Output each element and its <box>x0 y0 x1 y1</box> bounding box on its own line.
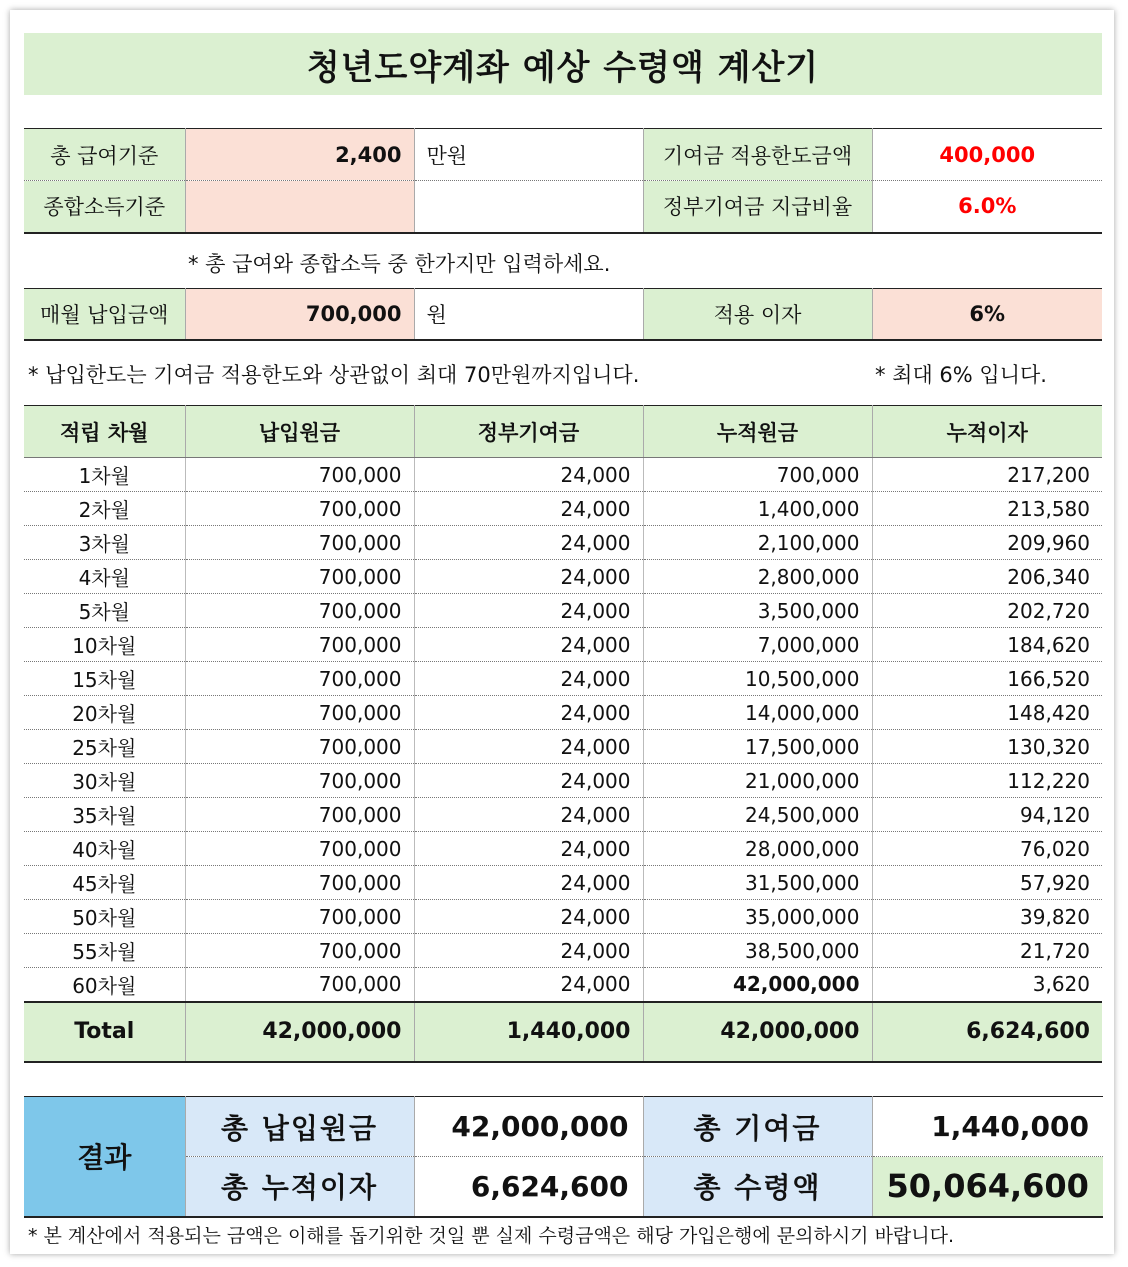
row-contribution: 24,000 <box>414 662 643 696</box>
salary-label: 총 급여기준 <box>24 129 185 181</box>
row-month: 10차월 <box>24 628 185 662</box>
row-payment: 700,000 <box>185 730 414 764</box>
row-contribution: 24,000 <box>414 832 643 866</box>
row-cumulative-principal: 10,500,000 <box>643 662 872 696</box>
row-cumulative-principal: 24,500,000 <box>643 798 872 832</box>
row-contribution: 24,000 <box>414 968 643 1002</box>
row-cumulative-principal: 38,500,000 <box>643 934 872 968</box>
row-contribution: 24,000 <box>414 900 643 934</box>
row-cumulative-principal: 2,800,000 <box>643 560 872 594</box>
row-cumulative-principal: 31,500,000 <box>643 866 872 900</box>
result-label: 결과 <box>24 1097 185 1217</box>
interest-note: * 최대 6% 입니다. <box>875 363 1047 387</box>
table-row <box>24 628 1102 662</box>
row-cumulative-interest: 213,580 <box>872 492 1102 526</box>
row-month: 55차월 <box>24 934 185 968</box>
row-cumulative-interest: 3,620 <box>872 968 1102 1002</box>
row-cumulative-interest: 209,960 <box>872 526 1102 560</box>
table-row <box>24 696 1102 730</box>
row-payment: 700,000 <box>185 900 414 934</box>
row-contribution: 24,000 <box>414 934 643 968</box>
header-contribution: 정부기여금 <box>414 406 643 458</box>
row-cumulative-principal: 35,000,000 <box>643 900 872 934</box>
header-month: 적립 차월 <box>24 406 185 458</box>
table-row <box>24 492 1102 526</box>
input-note: * 총 급여와 종합소득 중 한가지만 입력하세요. <box>188 252 611 276</box>
salary-unit: 만원 <box>414 129 643 181</box>
row-payment: 700,000 <box>185 526 414 560</box>
table-row <box>24 968 1102 1002</box>
row-cumulative-interest: 148,420 <box>872 696 1102 730</box>
row-cumulative-interest: 94,120 <box>872 798 1102 832</box>
row-month: 15차월 <box>24 662 185 696</box>
payout-value: 50,064,600 <box>872 1157 1103 1217</box>
row-cumulative-interest: 184,620 <box>872 628 1102 662</box>
row-payment: 700,000 <box>185 764 414 798</box>
table-row <box>24 900 1102 934</box>
total-principal: 42,000,000 <box>643 1002 872 1062</box>
row-month: 45차월 <box>24 866 185 900</box>
row-payment: 700,000 <box>185 832 414 866</box>
limit-label: 기여금 적용한도금액 <box>643 129 872 181</box>
row-payment: 700,000 <box>185 934 414 968</box>
result-table <box>24 1096 1103 1218</box>
row-cumulative-interest: 206,340 <box>872 560 1102 594</box>
row-contribution: 24,000 <box>414 458 643 492</box>
income-input[interactable] <box>185 181 414 233</box>
row-contribution: 24,000 <box>414 866 643 900</box>
row-cumulative-interest: 202,720 <box>872 594 1102 628</box>
monthly-unit: 원 <box>414 289 643 340</box>
row-cumulative-interest: 57,920 <box>872 866 1102 900</box>
page-title: 청년도약계좌 예상 수령액 계산기 <box>24 33 1102 95</box>
row-cumulative-principal: 17,500,000 <box>643 730 872 764</box>
row-contribution: 24,000 <box>414 730 643 764</box>
total-payment: 42,000,000 <box>185 1002 414 1062</box>
table-row <box>24 526 1102 560</box>
table-row <box>24 764 1102 798</box>
payment-table <box>24 288 1102 341</box>
row-cumulative-interest: 217,200 <box>872 458 1102 492</box>
total-contribution: 1,440,000 <box>414 1002 643 1062</box>
row-contribution: 24,000 <box>414 628 643 662</box>
row-cumulative-principal: 1,400,000 <box>643 492 872 526</box>
row-contribution: 24,000 <box>414 594 643 628</box>
principal-label: 총 납입원금 <box>185 1097 414 1157</box>
total-interest: 6,624,600 <box>872 1002 1102 1062</box>
row-cumulative-interest: 166,520 <box>872 662 1102 696</box>
row-contribution: 24,000 <box>414 696 643 730</box>
interest-input[interactable]: 6% <box>872 289 1102 340</box>
principal-value: 42,000,000 <box>414 1097 643 1157</box>
row-payment: 700,000 <box>185 492 414 526</box>
row-month: 4차월 <box>24 560 185 594</box>
header-cumulative-interest: 누적이자 <box>872 406 1102 458</box>
row-month: 20차월 <box>24 696 185 730</box>
row-cumulative-interest: 112,220 <box>872 764 1102 798</box>
row-cumulative-interest: 130,320 <box>872 730 1102 764</box>
table-row <box>24 594 1102 628</box>
row-payment: 700,000 <box>185 662 414 696</box>
table-row <box>24 458 1102 492</box>
income-unit <box>414 181 643 233</box>
table-row <box>24 866 1102 900</box>
interest-label: 적용 이자 <box>643 289 872 340</box>
payout-label: 총 수령액 <box>643 1157 872 1217</box>
footnote: * 본 계산에서 적용되는 금액은 이해를 돕기위한 것일 뿐 실제 수령금액은 해당 가입은행에 문의하시기 바랍니다. <box>28 1225 955 1247</box>
row-month: 2차월 <box>24 492 185 526</box>
monthly-input[interactable]: 700,000 <box>185 289 414 340</box>
ratio-value: 6.0% <box>958 194 1017 219</box>
header-payment: 납입원금 <box>185 406 414 458</box>
header-cumulative-principal: 누적원금 <box>643 406 872 458</box>
row-month: 30차월 <box>24 764 185 798</box>
row-month: 50차월 <box>24 900 185 934</box>
row-contribution: 24,000 <box>414 798 643 832</box>
schedule-table <box>24 405 1102 1063</box>
row-payment: 700,000 <box>185 594 414 628</box>
row-contribution: 24,000 <box>414 492 643 526</box>
row-cumulative-interest: 21,720 <box>872 934 1102 968</box>
row-payment: 700,000 <box>185 798 414 832</box>
row-cumulative-principal: 21,000,000 <box>643 764 872 798</box>
row-month: 5차월 <box>24 594 185 628</box>
row-month: 25차월 <box>24 730 185 764</box>
row-cumulative-principal: 7,000,000 <box>643 628 872 662</box>
row-cumulative-principal: 2,100,000 <box>643 526 872 560</box>
table-row <box>24 798 1102 832</box>
row-cumulative-principal: 700,000 <box>643 458 872 492</box>
row-cumulative-principal: 3,500,000 <box>643 594 872 628</box>
row-month: 60차월 <box>24 968 185 1002</box>
ratio-label: 정부기여금 지급비율 <box>643 181 872 233</box>
row-month: 1차월 <box>24 458 185 492</box>
row-contribution: 24,000 <box>414 526 643 560</box>
row-payment: 700,000 <box>185 968 414 1002</box>
row-cumulative-principal: 28,000,000 <box>643 832 872 866</box>
row-payment: 700,000 <box>185 696 414 730</box>
row-month: 40차월 <box>24 832 185 866</box>
table-row <box>24 832 1102 866</box>
row-payment: 700,000 <box>185 560 414 594</box>
row-cumulative-principal: 42,000,000 <box>643 968 872 1002</box>
row-payment: 700,000 <box>185 458 414 492</box>
limit-value: 400,000 <box>872 129 1102 181</box>
row-payment: 700,000 <box>185 628 414 662</box>
row-payment: 700,000 <box>185 866 414 900</box>
row-cumulative-principal: 14,000,000 <box>643 696 872 730</box>
row-cumulative-interest: 39,820 <box>872 900 1102 934</box>
table-row <box>24 730 1102 764</box>
row-month: 35차월 <box>24 798 185 832</box>
row-cumulative-interest: 76,020 <box>872 832 1102 866</box>
row-contribution: 24,000 <box>414 560 643 594</box>
salary-input[interactable]: 2,400 <box>185 129 414 181</box>
income-label: 종합소득기준 <box>24 181 185 233</box>
row-month: 3차월 <box>24 526 185 560</box>
contribution-label: 총 기여금 <box>643 1097 872 1157</box>
contribution-value: 1,440,000 <box>872 1097 1103 1157</box>
total-label: Total <box>24 1002 185 1062</box>
limit-note: * 납입한도는 기여금 적용한도와 상관없이 최대 70만원까지입니다. <box>28 363 640 387</box>
row-contribution: 24,000 <box>414 764 643 798</box>
table-row <box>24 662 1102 696</box>
interest-total-value: 6,624,600 <box>414 1157 643 1217</box>
info-table <box>24 128 1102 234</box>
table-row <box>24 934 1102 968</box>
monthly-label: 매월 납입금액 <box>24 289 185 340</box>
interest-total-label: 총 누적이자 <box>185 1157 414 1217</box>
table-row <box>24 560 1102 594</box>
